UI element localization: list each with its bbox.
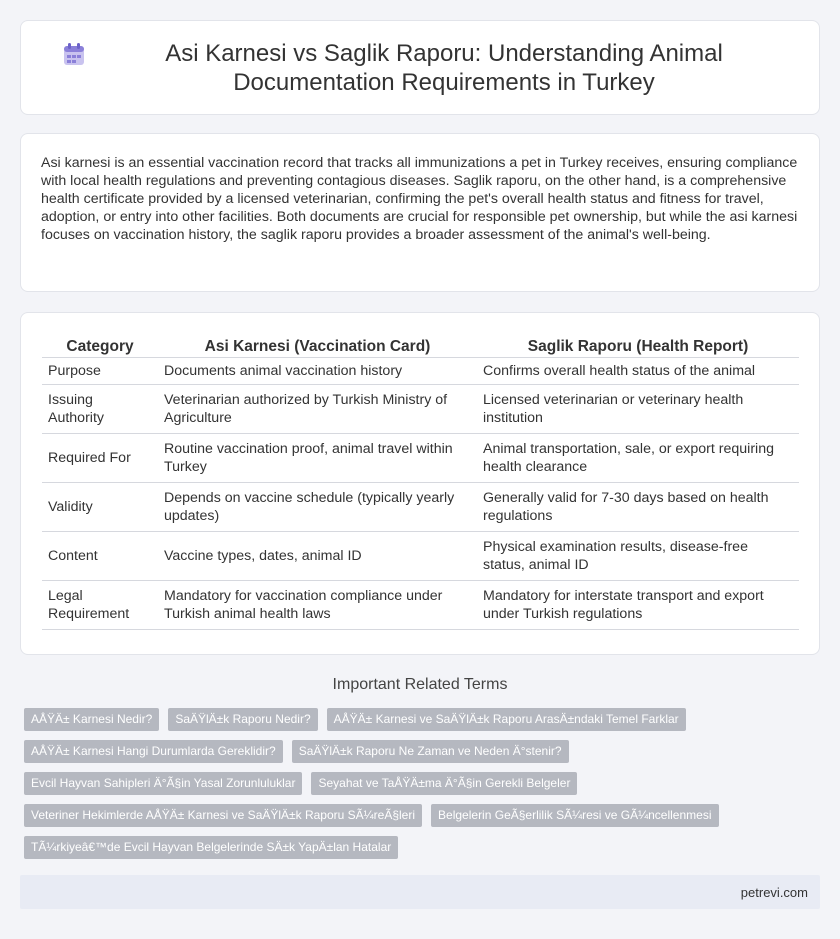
header-category: Category xyxy=(42,335,158,357)
related-term-tag[interactable]: Veteriner Hekimlerde AÅŸÄ± Karnesi ve SaÄŸlÄ±k Raporu SÃ¼reÃ§leri xyxy=(24,804,422,827)
related-term-tag[interactable]: SaÄŸlÄ±k Raporu Nedir? xyxy=(168,708,317,731)
comparison-table-card xyxy=(20,312,820,655)
related-term-tag[interactable]: Evcil Hayvan Sahipleri Ä°Ã§in Yasal Zorunluluklar xyxy=(24,772,302,795)
table-row xyxy=(42,580,799,629)
row-saglik-value: Generally valid for 7-30 days based on health regulations xyxy=(477,482,799,531)
table-row xyxy=(42,482,799,531)
row-asi-value: Veterinarian authorized by Turkish Ministry of Agriculture xyxy=(158,384,477,433)
footer-site-link[interactable]: petrevi.com xyxy=(740,884,808,900)
row-asi-value: Vaccine types, dates, animal ID xyxy=(158,531,477,580)
related-term-tag[interactable]: Seyahat ve TaÅŸÄ±ma Ä°Ã§in Gerekli Belgeler xyxy=(311,772,577,795)
header-card xyxy=(20,20,820,115)
row-saglik-value: Animal transportation, sale, or export requiring health clearance xyxy=(477,433,799,482)
related-terms-title: Important Related Terms xyxy=(332,676,508,693)
header-asi-karnesi: Asi Karnesi (Vaccination Card) xyxy=(158,335,477,357)
row-category: Required For xyxy=(42,433,158,482)
header-saglik-raporu: Saglik Raporu (Health Report) xyxy=(477,335,799,357)
row-asi-value: Mandatory for vaccination compliance under Turkish animal health laws xyxy=(158,580,477,629)
comparison-table xyxy=(42,335,799,630)
row-asi-value: Routine vaccination proof, animal travel within Turkey xyxy=(158,433,477,482)
related-term-tag[interactable]: SaÄŸlÄ±k Raporu Ne Zaman ve Neden Ä°stenir? xyxy=(292,740,569,763)
table-header-row xyxy=(42,335,799,357)
table-row xyxy=(42,384,799,433)
row-saglik-value: Physical examination results, disease-free status, animal ID xyxy=(477,531,799,580)
related-term-tag[interactable]: TÃ¼rkiyeâ€™de Evcil Hayvan Belgelerinde SÄ±k YapÄ±lan Hatalar xyxy=(24,836,398,859)
title-wrap xyxy=(21,39,819,97)
related-term-tag[interactable]: Belgelerin GeÃ§erlilik SÃ¼resi ve GÃ¼ncellenmesi xyxy=(431,804,718,827)
row-saglik-value: Mandatory for interstate transport and export under Turkish regulations xyxy=(477,580,799,629)
related-term-tag[interactable]: AÅŸÄ± Karnesi Hangi Durumlarda Gereklidir? xyxy=(24,740,283,763)
row-saglik-value: Licensed veterinarian or veterinary health institution xyxy=(477,384,799,433)
row-category: Issuing Authority xyxy=(42,384,158,433)
document-icon xyxy=(61,41,87,67)
related-term-tag[interactable]: AÅŸÄ± Karnesi Nedir? xyxy=(24,708,159,731)
intro-text: Asi karnesi is an essential vaccination record that tracks all immunizations a pet in Turkey receives, ensuring compliance with local health regulations and preventing contagious diseases. Saglik raporu, on the other hand, is a comprehensive health certificate provided by a licensed veterinarian, confirming the pet's overall health status and fitness for travel, adoption, or entry into other facilities. Both documents are crucial for responsible pet ownership, but while the asi karnesi focuses on vaccination history, the saglik raporu provides a broader assessment of the animal's well-being. xyxy=(41,155,798,243)
intro-card xyxy=(20,133,820,292)
table-row xyxy=(42,433,799,482)
row-category: Purpose xyxy=(42,357,158,384)
row-category: Legal Requirement xyxy=(42,580,158,629)
table-row xyxy=(42,531,799,580)
table-row xyxy=(42,357,799,384)
row-asi-value: Documents animal vaccination history xyxy=(158,357,477,384)
related-terms-list xyxy=(24,708,814,859)
row-saglik-value: Confirms overall health status of the animal xyxy=(477,357,799,384)
row-category: Content xyxy=(42,531,158,580)
row-category: Validity xyxy=(42,482,158,531)
page-title: Asi Karnesi vs Saglik Raporu: Understanding Animal Documentation Requirements in Turkey xyxy=(165,39,723,96)
related-term-tag[interactable]: AÅŸÄ± Karnesi ve SaÄŸlÄ±k Raporu ArasÄ±ndaki Temel Farklar xyxy=(327,708,686,731)
footer xyxy=(20,875,820,909)
row-asi-value: Depends on vaccine schedule (typically yearly updates) xyxy=(158,482,477,531)
